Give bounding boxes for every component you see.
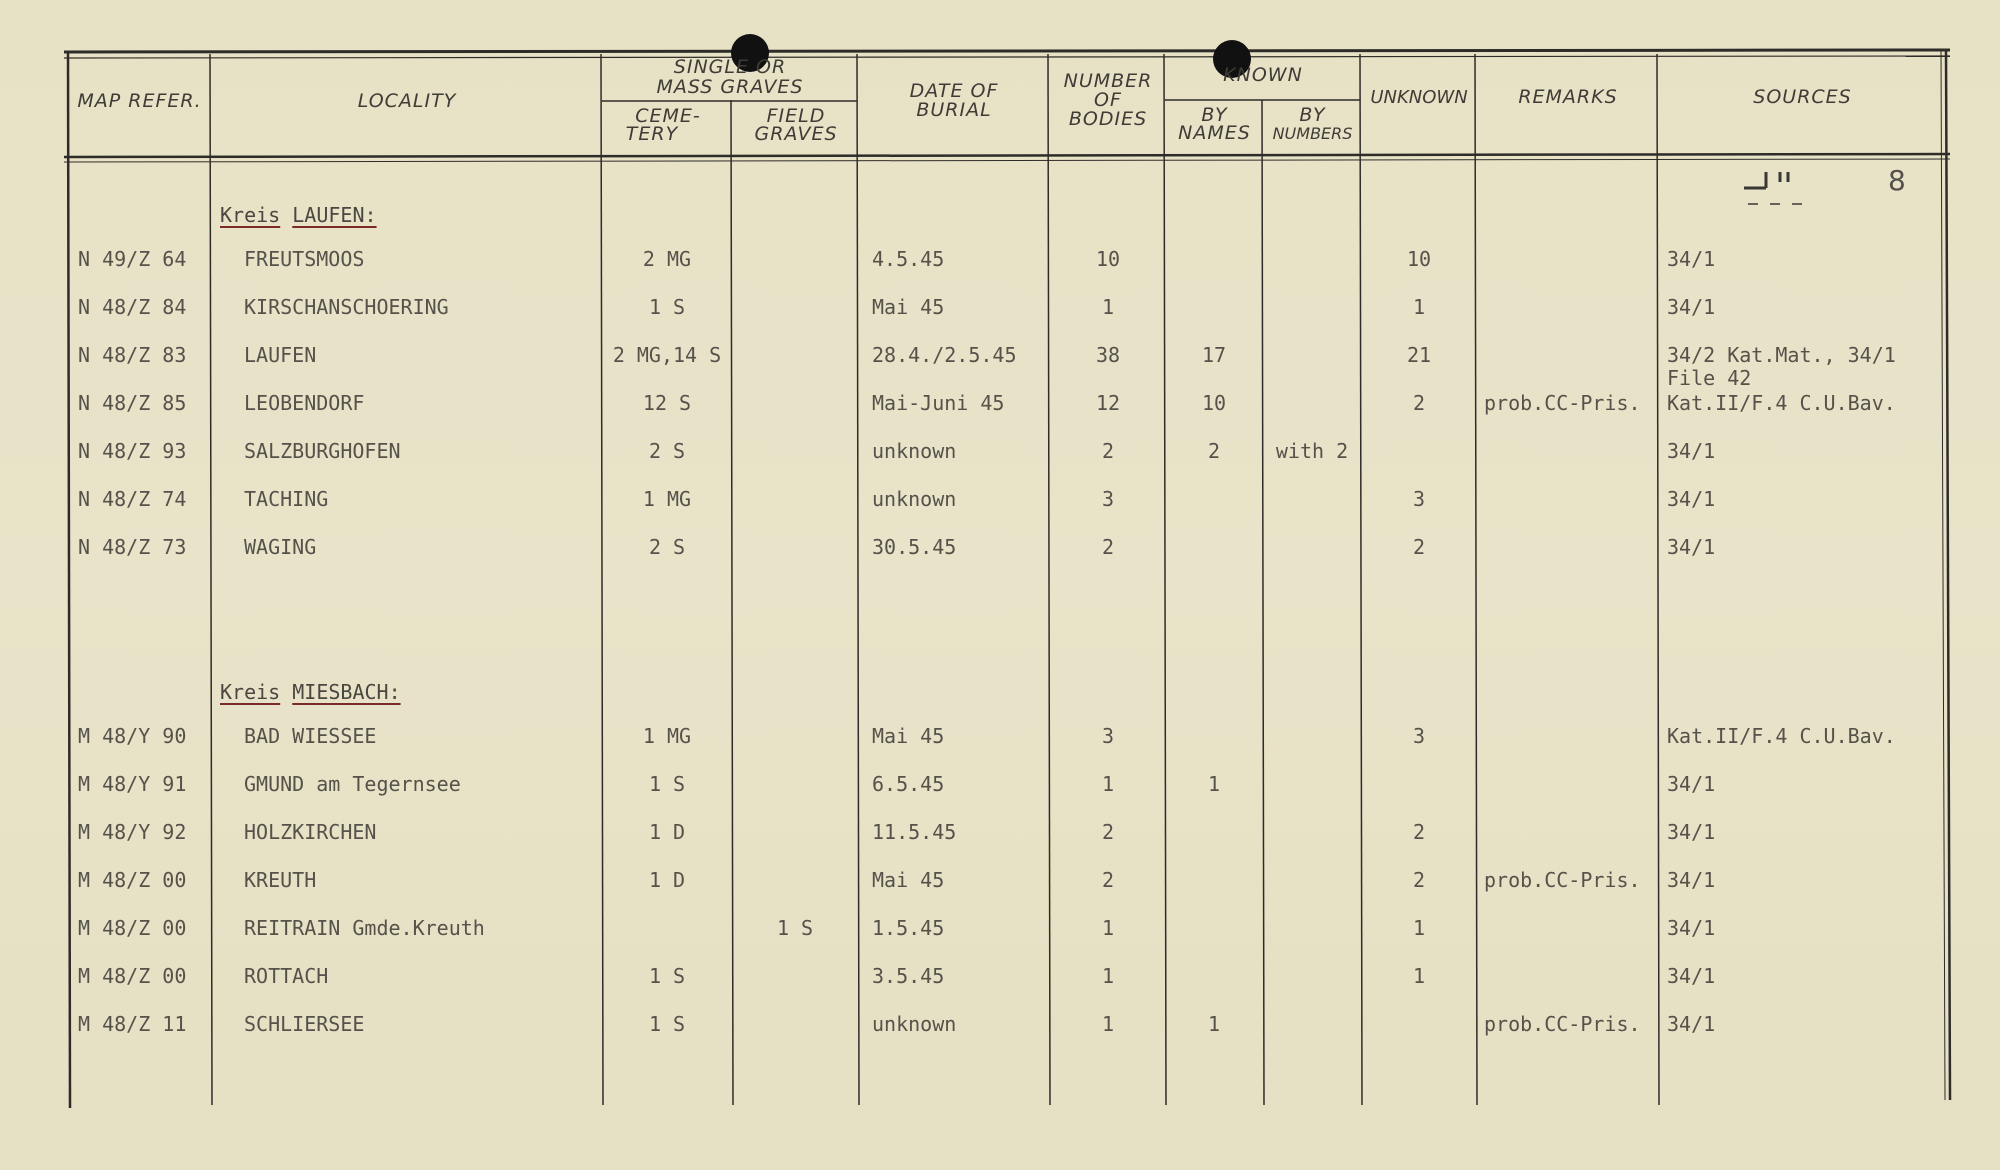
field-graves-cell: 1 S — [776, 916, 814, 940]
section-title-name: LAUFEN: — [292, 203, 377, 227]
cemetery-cell: 1 S — [648, 964, 686, 988]
map-reference-cell: N 48/Z 84 — [78, 295, 187, 319]
header-field-bottom: GRAVES — [754, 123, 838, 145]
header-unknown: UNKNOWN — [1370, 87, 1468, 108]
header-by-numbers-top: BY — [1299, 104, 1326, 126]
number-of-bodies-cell: 1 — [1101, 964, 1115, 988]
map-reference-cell: M 48/Y 90 — [78, 724, 187, 748]
number-of-bodies-cell: 38 — [1095, 343, 1121, 367]
header-remarks: REMARKS — [1518, 86, 1618, 108]
sources-cell: 34/1 — [1667, 1012, 1716, 1036]
number-of-bodies-cell: 2 — [1101, 868, 1115, 892]
map-reference-cell: M 48/Z 00 — [78, 964, 187, 988]
sources-cell: 34/1 — [1667, 439, 1716, 463]
section-title-prefix: Kreis — [220, 203, 281, 227]
locality-cell: HOLZKIRCHEN — [244, 820, 377, 844]
date-of-burial-cell: unknown — [872, 487, 957, 511]
header-number-2: OF — [1094, 89, 1122, 111]
map-reference-cell: M 48/Z 11 — [78, 1012, 187, 1036]
unknown-cell: 2 — [1412, 868, 1426, 892]
number-of-bodies-cell: 10 — [1095, 247, 1121, 271]
cemetery-cell: 1 D — [648, 868, 686, 892]
sources-cell: 34/1 — [1667, 295, 1716, 319]
sources-cell-line2: File 42 — [1667, 366, 1752, 390]
locality-cell: KIRSCHANSCHOERING — [244, 295, 449, 319]
header-sources: SOURCES — [1753, 86, 1852, 108]
header-number-3: BODIES — [1068, 108, 1148, 130]
map-reference-cell: N 49/Z 64 — [78, 247, 187, 271]
locality-cell: SALZBURGHOFEN — [244, 439, 401, 463]
header-cemetery-top: CEME- — [635, 105, 701, 127]
header-known: KNOWN — [1223, 64, 1303, 86]
sources-cell: 34/1 — [1667, 868, 1716, 892]
sources-cell: Kat.II/F.4 C.U.Bav. — [1667, 724, 1896, 748]
header-single-mass-bottom: MASS GRAVES — [656, 76, 804, 98]
cemetery-cell: 1 MG — [642, 487, 692, 511]
map-reference-cell: M 48/Z 00 — [78, 916, 187, 940]
date-of-burial-cell: 3.5.45 — [872, 964, 945, 988]
locality-cell: LAUFEN — [244, 343, 317, 367]
map-reference-cell: N 48/Z 85 — [78, 391, 187, 415]
cemetery-cell: 1 S — [648, 1012, 686, 1036]
number-of-bodies-cell: 2 — [1101, 820, 1115, 844]
map-reference-cell: N 48/Z 83 — [78, 343, 187, 367]
date-of-burial-cell: Mai-Juni 45 — [872, 391, 1005, 415]
known-by-names-cell: 1 — [1207, 772, 1221, 796]
remarks-cell: prob.CC-Pris. — [1484, 391, 1641, 415]
cemetery-cell: 2 S — [648, 535, 686, 559]
date-of-burial-cell: Mai 45 — [872, 724, 945, 748]
sources-cell: 34/1 — [1667, 964, 1716, 988]
cemetery-cell: 1 MG — [642, 724, 692, 748]
locality-cell: LEOBENDORF — [244, 391, 365, 415]
number-of-bodies-cell: 1 — [1101, 916, 1115, 940]
map-reference-cell: N 48/Z 93 — [78, 439, 187, 463]
known-by-names-cell: 1 — [1207, 1012, 1221, 1036]
number-of-bodies-cell: 3 — [1101, 487, 1115, 511]
locality-cell: WAGING — [244, 535, 317, 559]
header-number-1: NUMBER — [1063, 70, 1153, 92]
known-by-names-cell: 2 — [1207, 439, 1221, 463]
header-by-numbers-bottom: NUMBERS — [1272, 124, 1353, 143]
unknown-cell: 2 — [1412, 391, 1426, 415]
date-of-burial-cell: unknown — [872, 439, 957, 463]
unknown-cell: 21 — [1406, 343, 1432, 367]
date-of-burial-cell: 28.4./2.5.45 — [872, 343, 1017, 367]
date-of-burial-cell: 6.5.45 — [872, 772, 945, 796]
header-by-names-bottom: NAMES — [1178, 122, 1251, 144]
header-field-top: FIELD — [766, 105, 826, 127]
map-reference-cell: M 48/Y 92 — [78, 820, 187, 844]
locality-cell: TACHING — [244, 487, 329, 511]
number-of-bodies-cell: 1 — [1101, 772, 1115, 796]
map-reference-cell: M 48/Y 91 — [78, 772, 187, 796]
locality-cell: ROTTACH — [244, 964, 329, 988]
locality-cell: REITRAIN Gmde.Kreuth — [244, 916, 485, 940]
cemetery-cell: 2 MG — [642, 247, 692, 271]
sources-cell: 34/1 — [1667, 820, 1716, 844]
unknown-cell: 3 — [1412, 487, 1426, 511]
header-date-bottom: BURIAL — [916, 99, 992, 121]
number-of-bodies-cell: 12 — [1095, 391, 1121, 415]
unknown-cell: 1 — [1412, 295, 1426, 319]
locality-cell: FREUTSMOOS — [244, 247, 365, 271]
date-of-burial-cell: 11.5.45 — [872, 820, 957, 844]
cemetery-cell: 2 S — [648, 439, 686, 463]
locality-cell: KREUTH — [244, 868, 317, 892]
number-of-bodies-cell: 1 — [1101, 1012, 1115, 1036]
date-of-burial-cell: unknown — [872, 1012, 957, 1036]
unknown-cell: 1 — [1412, 916, 1426, 940]
corner-scribble — [1740, 166, 1830, 206]
sources-cell: 34/1 — [1667, 247, 1716, 271]
sources-cell: 34/2 Kat.Mat., 34/1 — [1667, 343, 1896, 367]
header-cemetery-bottom: TERY — [625, 123, 679, 145]
section-title-name: MIESBACH: — [292, 680, 401, 704]
known-by-names-cell: 10 — [1201, 391, 1227, 415]
number-of-bodies-cell: 2 — [1101, 439, 1115, 463]
header-map-refer: MAP REFER. — [77, 90, 202, 112]
sources-cell: 34/1 — [1667, 535, 1716, 559]
cemetery-cell: 1 S — [648, 295, 686, 319]
map-reference-cell: N 48/Z 73 — [78, 535, 187, 559]
known-by-names-cell: 17 — [1201, 343, 1227, 367]
sources-cell: Kat.II/F.4 C.U.Bav. — [1667, 391, 1896, 415]
unknown-cell: 10 — [1406, 247, 1432, 271]
locality-cell: GMUND am Tegernsee — [244, 772, 461, 796]
unknown-cell: 1 — [1412, 964, 1426, 988]
unknown-cell: 2 — [1412, 820, 1426, 844]
sources-cell: 34/1 — [1667, 487, 1716, 511]
unknown-cell: 2 — [1412, 535, 1426, 559]
map-reference-cell: N 48/Z 74 — [78, 487, 187, 511]
date-of-burial-cell: Mai 45 — [872, 295, 945, 319]
unknown-cell: 3 — [1412, 724, 1426, 748]
known-by-numbers-cell: with 2 — [1275, 439, 1349, 463]
number-of-bodies-cell: 2 — [1101, 535, 1115, 559]
locality-cell: SCHLIERSEE — [244, 1012, 365, 1036]
header-date-top: DATE OF — [909, 80, 999, 102]
section-title-prefix: Kreis — [220, 680, 281, 704]
cemetery-cell: 12 S — [642, 391, 692, 415]
number-of-bodies-cell: 1 — [1101, 295, 1115, 319]
sources-cell: 34/1 — [1667, 772, 1716, 796]
section-title — [220, 680, 401, 704]
cemetery-cell: 1 S — [648, 772, 686, 796]
remarks-cell: prob.CC-Pris. — [1484, 1012, 1641, 1036]
map-reference-cell: M 48/Z 00 — [78, 868, 187, 892]
cemetery-cell: 1 D — [648, 820, 686, 844]
header-single-mass-top: SINGLE OR — [673, 56, 787, 78]
date-of-burial-cell: 30.5.45 — [872, 535, 957, 559]
number-of-bodies-cell: 3 — [1101, 724, 1115, 748]
header-locality: LOCALITY — [357, 90, 457, 112]
date-of-burial-cell: Mai 45 — [872, 868, 945, 892]
header-by-names-top: BY — [1201, 104, 1228, 126]
remarks-cell: prob.CC-Pris. — [1484, 868, 1641, 892]
sources-cell: 34/1 — [1667, 916, 1716, 940]
card-number: 8 — [1888, 164, 1906, 197]
section-title — [220, 203, 377, 227]
cemetery-cell: 2 MG,14 S — [612, 343, 722, 367]
date-of-burial-cell: 4.5.45 — [872, 247, 945, 271]
locality-cell: BAD WIESSEE — [244, 724, 377, 748]
date-of-burial-cell: 1.5.45 — [872, 916, 945, 940]
